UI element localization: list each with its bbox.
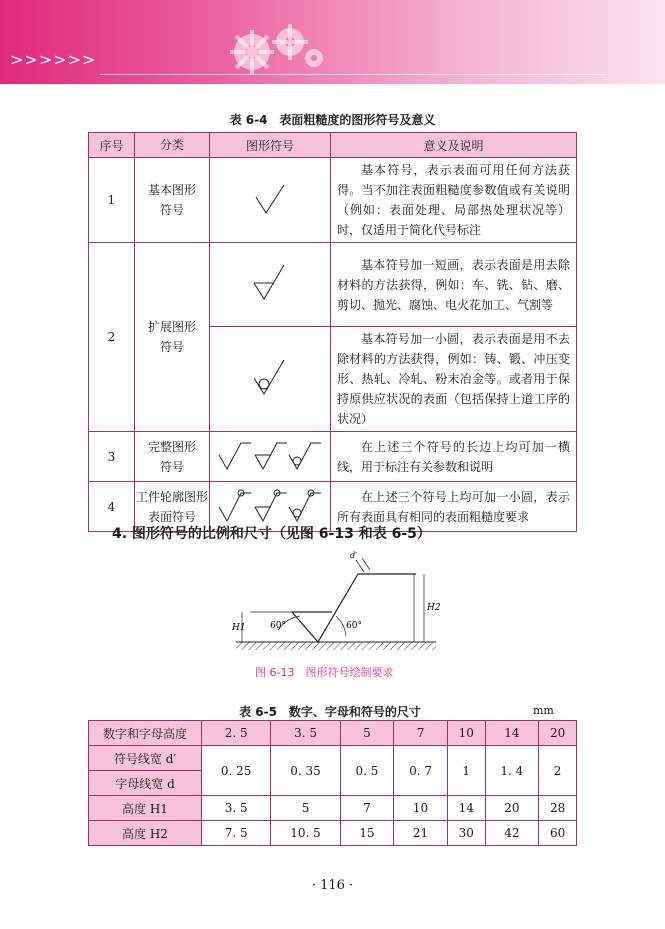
row-description: 基本符号加一短画，表示表面是用去除材料的方法获得，例如：车、铣、钻、磨、剪切、抛光、腐蚀、电火花加工、气割等 <box>331 243 577 327</box>
table-cell: 7 <box>394 721 448 746</box>
row-description: 基本符号加一小圆，表示表面是用不去除材料的方法获得，例如：铸、锻、冲压变形、热轧、冷轧、粉末冶金等。或者用于保持原供应状况的表面（包括保持上道工序的状况） <box>331 327 577 432</box>
contour-roughness-symbols-icon <box>215 485 325 525</box>
table-cell: 3. 5 <box>202 796 271 821</box>
table-cell: 20 <box>539 721 577 746</box>
table2-unit: mm <box>533 704 554 717</box>
row-description: 在上述三个符号上均可加一小圆，表示所有表面具有相同的表面粗糙度要求 <box>331 482 577 532</box>
page-number: · 116 · <box>311 878 354 893</box>
row-category: 扩展图形 符号 <box>135 243 210 432</box>
row-description: 基本符号，表示表面可用任何方法获得。当不加注表面粗糙度参数值或有关说明（例如：表面处理、局部热处理状况等）时，仅适用于简化代号标注 <box>331 158 577 243</box>
table2-caption: 表 6-5 数字、字母和符号的尺寸 <box>239 705 421 719</box>
row-number: 3 <box>89 432 135 482</box>
row-description: 在上述三个符号的长边上均可加一横线，用于标注有关参数和说明 <box>331 432 577 482</box>
table-cell: 0. 5 <box>340 746 394 796</box>
row-label: 高度 H2 <box>89 821 202 846</box>
row-label: 高度 H1 <box>89 796 202 821</box>
header-rule <box>100 74 605 75</box>
angle-label-left: 60° <box>270 621 286 631</box>
table-row <box>89 432 577 482</box>
no-material-removal-symbol-icon <box>250 356 290 400</box>
row-label: 数字和字母高度 <box>89 721 202 746</box>
gear-icon <box>222 18 332 78</box>
table-cell: 5 <box>340 721 394 746</box>
table-row <box>89 796 577 821</box>
basic-roughness-symbol-icon <box>250 179 290 219</box>
removal-symbol-cell <box>210 243 331 327</box>
line-width-label: d′ <box>350 551 357 560</box>
table-row <box>89 158 577 243</box>
table-6-5 <box>88 720 577 846</box>
h2-label: H2 <box>427 603 441 613</box>
table-cell: 3. 5 <box>271 721 340 746</box>
table1-caption: 表 6-4 表面粗糙度的图形符号及意义 <box>229 113 436 127</box>
table-cell: 0. 7 <box>394 746 448 796</box>
roughness-symbol-drawing <box>292 574 416 642</box>
row-number: 2 <box>89 243 135 432</box>
complete-symbol-cell <box>210 432 331 482</box>
ground-hatching <box>236 642 436 650</box>
table-cell: 42 <box>485 821 539 846</box>
table-cell: 5 <box>271 796 340 821</box>
table-cell: 0. 35 <box>271 746 340 796</box>
table-cell: 20 <box>485 796 539 821</box>
h1-label: H1 <box>232 623 246 633</box>
basic-symbol-cell <box>210 158 331 243</box>
header-cell: 序号 <box>89 133 135 158</box>
table-cell: 2 <box>539 746 577 796</box>
table-cell: 7. 5 <box>202 821 271 846</box>
table-cell: 30 <box>447 821 485 846</box>
header-cell: 意义及说明 <box>331 133 577 158</box>
row-category: 工件轮廓图形 表面符号 <box>135 482 210 532</box>
table-cell: 1. 4 <box>485 746 539 796</box>
row-category: 基本图形 符号 <box>135 158 210 243</box>
table-cell: 10 <box>447 721 485 746</box>
row-category: 完整图形 符号 <box>135 432 210 482</box>
table-cell: 7 <box>340 796 394 821</box>
table-cell: 15 <box>340 821 394 846</box>
table-row <box>89 243 577 327</box>
table-cell: 14 <box>447 796 485 821</box>
table-header-row <box>89 133 577 158</box>
figure-6-13 <box>228 550 458 660</box>
table-header-row <box>89 721 577 746</box>
row-number: 1 <box>89 158 135 243</box>
figure-caption: 图 6-13 图形符号绘制要求 <box>255 666 394 679</box>
table-cell: 28 <box>539 796 577 821</box>
row-number: 4 <box>89 482 135 532</box>
table-6-4 <box>88 132 577 532</box>
angle-label-right: 60° <box>346 621 362 631</box>
table-cell: 60 <box>539 821 577 846</box>
table-row <box>89 746 577 771</box>
table-cell: 10 <box>394 796 448 821</box>
table-cell: 10. 5 <box>271 821 340 846</box>
table-cell: 1 <box>447 746 485 796</box>
table-cell: 21 <box>394 821 448 846</box>
table-cell: 14 <box>485 721 539 746</box>
header-cell: 分类 <box>135 133 210 158</box>
chevron-decoration: >>>>>> <box>10 50 97 69</box>
complete-roughness-symbols-icon <box>215 437 325 473</box>
page-header-banner <box>0 0 665 84</box>
row-label: 符号线宽 d′ <box>89 746 202 771</box>
material-removal-symbol-icon <box>250 261 290 305</box>
no-removal-symbol-cell <box>210 327 331 432</box>
table-cell: 0. 25 <box>202 746 271 796</box>
section-heading: 4. 图形符号的比例和尺寸（见图 6-13 和表 6-5） <box>112 526 431 542</box>
header-cell: 图形符号 <box>210 133 331 158</box>
table-row <box>89 821 577 846</box>
table-cell: 2. 5 <box>202 721 271 746</box>
row-label: 字母线宽 d <box>89 771 202 796</box>
